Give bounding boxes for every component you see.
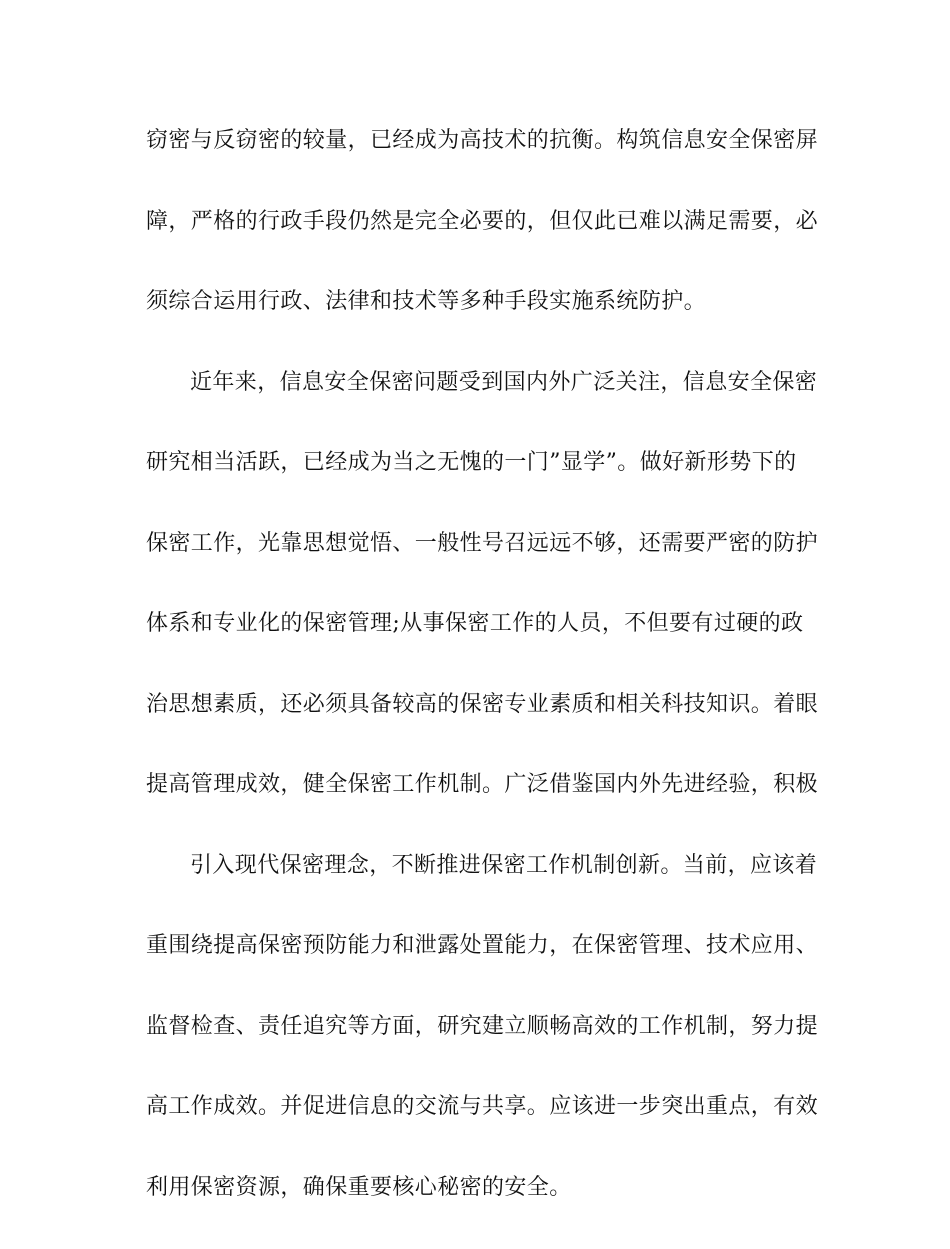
text-line-12: 监督检查、责任追究等方面，研究建立顺畅高效的工作机制，努力提 (146, 1013, 819, 1039)
text-line-14: 利用保密资源，确保重要核心秘密的安全。 (146, 1174, 572, 1200)
text-line-9: 提高管理成效，健全保密工作机制。广泛借鉴国内外先进经验，积极 (146, 772, 819, 797)
text-line-3: 须综合运用行政、法律和技术等多种手段实施系统防护。 (146, 289, 707, 314)
text-line-2: 障，严格的行政手段仍然是完全必要的，但仅此已难以满足需要，必 (146, 208, 819, 234)
text-line-11: 重围绕提高保密预防能力和泄露处置能力，在保密管理、技术应用、 (146, 933, 819, 958)
text-line-4: 近年来，信息安全保密问题受到国内外广泛关注，信息安全保密 (190, 369, 818, 395)
text-line-6: 保密工作，光靠思想觉悟、一般性号召远远不够，还需要严密的防护 (146, 530, 819, 556)
document-body (146, 122, 819, 1249)
text-line-8: 治思想素质，还必须具备较高的保密专业素质和相关科技知识。着眼 (146, 691, 819, 717)
text-line-10: 引入现代保密理念，不断推进保密工作机制创新。当前，应该着 (190, 852, 818, 878)
text-line-1: 窃密与反窃密的较量，已经成为高技术的抗衡。构筑信息安全保密屏 (146, 128, 819, 153)
text-line-13: 高工作成效。并促进信息的交流与共享。应该进一步突出重点，有效 (146, 1094, 819, 1119)
text-line-7: 体系和专业化的保密管理;从事保密工作的人员，不但要有过硬的政 (146, 611, 804, 636)
text-line-5: 研究相当活跃，已经成为当之无愧的一门”显学”。做好新形势下的 (146, 450, 797, 475)
